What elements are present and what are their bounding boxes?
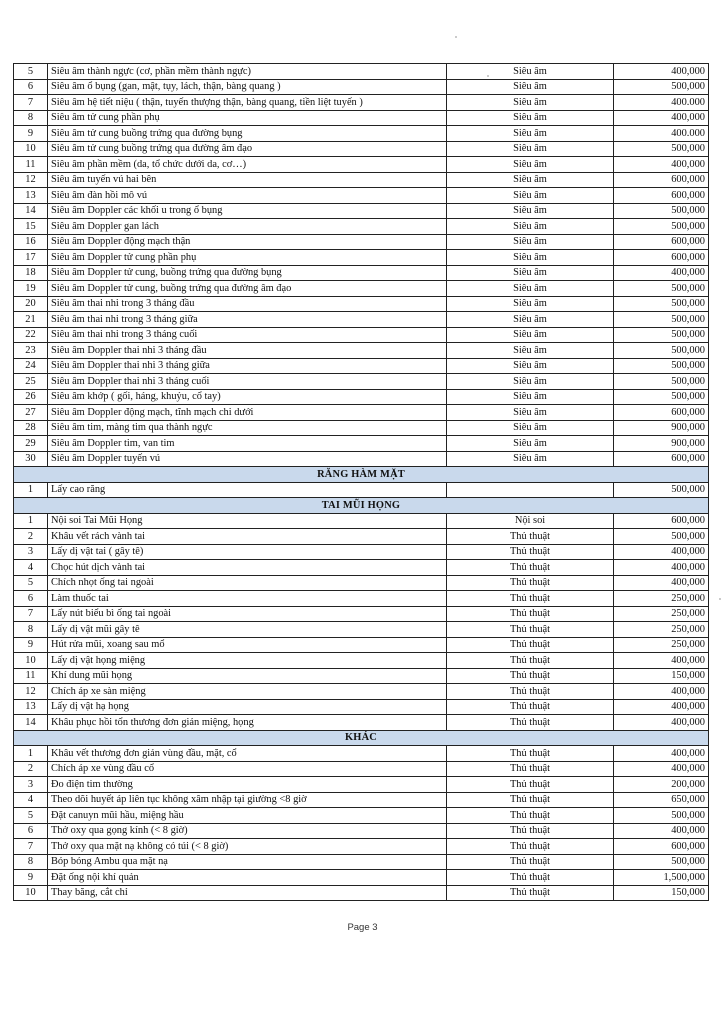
- price-cell: 500,000: [614, 281, 709, 297]
- service-type-cell: Siêu âm: [447, 219, 614, 235]
- service-type-cell: Siêu âm: [447, 327, 614, 343]
- price-cell: 400,000: [614, 761, 709, 777]
- row-number-cell: 10: [14, 141, 48, 157]
- service-name-cell: Thở oxy qua mặt nạ không có túi (< 8 giờ): [48, 839, 447, 855]
- table-row: [14, 157, 709, 173]
- table-row: [14, 203, 709, 219]
- table-row: [14, 436, 709, 452]
- service-type-cell: Siêu âm: [447, 420, 614, 436]
- service-name-cell: Siêu âm thành ngực (cơ, phần mềm thành ngực): [48, 64, 447, 80]
- table-row: [14, 854, 709, 870]
- table-row: [14, 126, 709, 142]
- row-number-cell: 9: [14, 870, 48, 886]
- price-cell: 400,000: [614, 653, 709, 669]
- price-cell: 500,000: [614, 79, 709, 95]
- price-cell: 600,000: [614, 513, 709, 529]
- row-number-cell: 20: [14, 296, 48, 312]
- row-number-cell: 13: [14, 699, 48, 715]
- table-row: [14, 405, 709, 421]
- service-type-cell: Thủ thuật: [447, 529, 614, 545]
- service-type-cell: Siêu âm: [447, 374, 614, 390]
- service-name-cell: Lấy dị vật hạ họng: [48, 699, 447, 715]
- row-number-cell: 12: [14, 172, 48, 188]
- service-type-cell: Thủ thuật: [447, 699, 614, 715]
- table-row: [14, 591, 709, 607]
- service-name-cell: Hút rửa mũi, xoang sau mổ: [48, 637, 447, 653]
- service-name-cell: Khâu vết rách vành tai: [48, 529, 447, 545]
- service-type-cell: Thủ thuật: [447, 808, 614, 824]
- price-cell: 500,000: [614, 808, 709, 824]
- table-row: [14, 653, 709, 669]
- section-heading: RĂNG HÀM MẶT: [14, 467, 709, 483]
- table-row: [14, 839, 709, 855]
- table-row: [14, 761, 709, 777]
- price-cell: 500,000: [614, 312, 709, 328]
- table-row: [14, 715, 709, 731]
- row-number-cell: 7: [14, 95, 48, 111]
- service-type-cell: Thủ thuật: [447, 885, 614, 901]
- service-type-cell: Thủ thuật: [447, 591, 614, 607]
- service-type-cell: Thủ thuật: [447, 870, 614, 886]
- service-name-cell: Làm thuốc tai: [48, 591, 447, 607]
- row-number-cell: 4: [14, 792, 48, 808]
- table-row: [14, 95, 709, 111]
- row-number-cell: 8: [14, 622, 48, 638]
- service-name-cell: Chọc hút dịch vành tai: [48, 560, 447, 576]
- service-name-cell: Siêu âm thai nhi trong 3 tháng cuối: [48, 327, 447, 343]
- row-number-cell: 5: [14, 575, 48, 591]
- price-cell: 150,000: [614, 885, 709, 901]
- table-row: [14, 64, 709, 80]
- price-cell: 600,000: [614, 839, 709, 855]
- row-number-cell: 5: [14, 64, 48, 80]
- table-row: [14, 250, 709, 266]
- table-row: [14, 374, 709, 390]
- price-cell: 600,000: [614, 250, 709, 266]
- section-header-row: [14, 730, 709, 746]
- service-type-cell: Siêu âm: [447, 157, 614, 173]
- price-cell: 400,000: [614, 110, 709, 126]
- service-name-cell: Chích áp xe vùng đầu cổ: [48, 761, 447, 777]
- row-number-cell: 18: [14, 265, 48, 281]
- row-number-cell: 11: [14, 157, 48, 173]
- service-name-cell: Siêu âm Doppler các khối u trong ổ bụng: [48, 203, 447, 219]
- service-name-cell: Lấy dị vật mũi gây tê: [48, 622, 447, 638]
- row-number-cell: 12: [14, 684, 48, 700]
- service-type-cell: Siêu âm: [447, 436, 614, 452]
- service-name-cell: Đo điện tim thường: [48, 777, 447, 793]
- row-number-cell: 7: [14, 606, 48, 622]
- price-cell: 400,000: [614, 544, 709, 560]
- section-heading: KHÁC: [14, 730, 709, 746]
- service-name-cell: Nội soi Tai Mũi Họng: [48, 513, 447, 529]
- price-cell: 400,000: [614, 157, 709, 173]
- table-row: [14, 529, 709, 545]
- table-row: [14, 668, 709, 684]
- table-row: [14, 281, 709, 297]
- table-row: [14, 606, 709, 622]
- row-number-cell: 6: [14, 823, 48, 839]
- service-name-cell: Siêu âm Doppler động mạch thận: [48, 234, 447, 250]
- service-type-cell: Siêu âm: [447, 405, 614, 421]
- service-type-cell: Siêu âm: [447, 296, 614, 312]
- service-name-cell: Siêu âm Doppler tim, van tim: [48, 436, 447, 452]
- price-cell: 150,000: [614, 668, 709, 684]
- row-number-cell: 17: [14, 250, 48, 266]
- table-row: [14, 792, 709, 808]
- service-name-cell: Lấy dị vật tai ( gây tê): [48, 544, 447, 560]
- service-name-cell: Siêu âm tử cung phần phụ: [48, 110, 447, 126]
- service-name-cell: Khâu phục hồi tổn thương đơn giản miệng, họng: [48, 715, 447, 731]
- table-row: [14, 808, 709, 824]
- service-type-cell: Nội soi: [447, 513, 614, 529]
- service-type-cell: Siêu âm: [447, 95, 614, 111]
- table-row: [14, 777, 709, 793]
- service-type-cell: Thủ thuật: [447, 746, 614, 762]
- service-type-cell: Siêu âm: [447, 389, 614, 405]
- service-type-cell: Thủ thuật: [447, 839, 614, 855]
- price-cell: 400,000: [614, 575, 709, 591]
- service-type-cell: Siêu âm: [447, 281, 614, 297]
- table-row: [14, 79, 709, 95]
- service-name-cell: Siêu âm khớp ( gối, háng, khuỷu, cổ tay): [48, 389, 447, 405]
- service-name-cell: Siêu âm Doppler tử cung, buồng trứng qua đường bụng: [48, 265, 447, 281]
- price-cell: 500,000: [614, 203, 709, 219]
- service-type-cell: Thủ thuật: [447, 854, 614, 870]
- row-number-cell: 11: [14, 668, 48, 684]
- service-name-cell: Đặt ống nội khí quản: [48, 870, 447, 886]
- row-number-cell: 3: [14, 777, 48, 793]
- service-name-cell: Siêu âm Doppler thai nhi 3 tháng giữa: [48, 358, 447, 374]
- row-number-cell: 21: [14, 312, 48, 328]
- service-name-cell: Lấy dị vật họng miệng: [48, 653, 447, 669]
- service-name-cell: Lấy nút biểu bì ống tai ngoài: [48, 606, 447, 622]
- table-row: [14, 513, 709, 529]
- price-cell: 250,000: [614, 606, 709, 622]
- price-cell: 650,000: [614, 792, 709, 808]
- table-row: [14, 637, 709, 653]
- row-number-cell: 2: [14, 761, 48, 777]
- price-cell: 500,000: [614, 529, 709, 545]
- table-row: [14, 234, 709, 250]
- table-row: [14, 141, 709, 157]
- table-row: [14, 823, 709, 839]
- row-number-cell: 10: [14, 653, 48, 669]
- table-row: [14, 110, 709, 126]
- section-header-row: [14, 467, 709, 483]
- row-number-cell: 16: [14, 234, 48, 250]
- service-type-cell: Thủ thuật: [447, 575, 614, 591]
- table-row: [14, 358, 709, 374]
- table-row: [14, 870, 709, 886]
- table-row: [14, 327, 709, 343]
- row-number-cell: 26: [14, 389, 48, 405]
- service-name-cell: Siêu âm tuyến vú hai bên: [48, 172, 447, 188]
- scan-speck: [719, 598, 721, 600]
- row-number-cell: 5: [14, 808, 48, 824]
- table-row: [14, 172, 709, 188]
- service-type-cell: Siêu âm: [447, 79, 614, 95]
- service-name-cell: Siêu âm ổ bụng (gan, mật, tụy, lách, thận, bàng quang ): [48, 79, 447, 95]
- price-cell: 600,000: [614, 188, 709, 204]
- service-type-cell: Siêu âm: [447, 250, 614, 266]
- scan-speck: [455, 36, 457, 38]
- price-cell: 400,000: [614, 64, 709, 80]
- service-name-cell: Siêu âm Doppler thai nhi 3 tháng đầu: [48, 343, 447, 359]
- row-number-cell: 2: [14, 529, 48, 545]
- table-row: [14, 343, 709, 359]
- service-name-cell: Siêu âm thai nhi trong 3 tháng giữa: [48, 312, 447, 328]
- price-cell: 400,000: [614, 684, 709, 700]
- price-cell: 600,000: [614, 172, 709, 188]
- row-number-cell: 13: [14, 188, 48, 204]
- service-type-cell: Thủ thuật: [447, 823, 614, 839]
- service-type-cell: Thủ thuật: [447, 637, 614, 653]
- table-row: [14, 560, 709, 576]
- table-row: [14, 451, 709, 467]
- service-name-cell: Khâu vết thương đơn giản vùng đầu, mặt, cổ: [48, 746, 447, 762]
- price-cell: 400.000: [614, 95, 709, 111]
- price-cell: 500,000: [614, 389, 709, 405]
- service-name-cell: Siêu âm đàn hồi mô vú: [48, 188, 447, 204]
- price-cell: 400,000: [614, 699, 709, 715]
- service-name-cell: Thay băng, cắt chỉ: [48, 885, 447, 901]
- price-cell: 400,000: [614, 715, 709, 731]
- service-type-cell: Thủ thuật: [447, 668, 614, 684]
- service-name-cell: Siêu âm Doppler thai nhi 3 tháng cuối: [48, 374, 447, 390]
- price-cell: 500,000: [614, 374, 709, 390]
- page-number: Page 3: [347, 922, 378, 933]
- row-number-cell: 24: [14, 358, 48, 374]
- price-cell: 1,500,000: [614, 870, 709, 886]
- service-type-cell: Siêu âm: [447, 312, 614, 328]
- row-number-cell: 14: [14, 203, 48, 219]
- table-row: [14, 622, 709, 638]
- service-name-cell: Siêu âm Doppler gan lách: [48, 219, 447, 235]
- row-number-cell: 1: [14, 513, 48, 529]
- service-name-cell: Bóp bóng Ambu qua mặt nạ: [48, 854, 447, 870]
- row-number-cell: 25: [14, 374, 48, 390]
- table-row: [14, 296, 709, 312]
- service-type-cell: Thủ thuật: [447, 684, 614, 700]
- price-cell: 500,000: [614, 219, 709, 235]
- row-number-cell: 29: [14, 436, 48, 452]
- row-number-cell: 23: [14, 343, 48, 359]
- row-number-cell: 27: [14, 405, 48, 421]
- price-cell: 600,000: [614, 451, 709, 467]
- table-row: [14, 482, 709, 498]
- service-type-cell: Thủ thuật: [447, 606, 614, 622]
- table-row: [14, 746, 709, 762]
- row-number-cell: 8: [14, 110, 48, 126]
- row-number-cell: 14: [14, 715, 48, 731]
- service-type-cell: Siêu âm: [447, 234, 614, 250]
- price-cell: 500,000: [614, 343, 709, 359]
- service-type-cell: Siêu âm: [447, 172, 614, 188]
- service-type-cell: Siêu âm: [447, 110, 614, 126]
- price-cell: 500,000: [614, 854, 709, 870]
- service-name-cell: Chích áp xe sàn miệng: [48, 684, 447, 700]
- price-cell: 400,000: [614, 560, 709, 576]
- price-cell: 400.000: [614, 126, 709, 142]
- price-cell: 500,000: [614, 296, 709, 312]
- table-row: [14, 265, 709, 281]
- price-cell: 600,000: [614, 234, 709, 250]
- row-number-cell: 8: [14, 854, 48, 870]
- price-cell: 400,000: [614, 265, 709, 281]
- service-type-cell: Siêu âm: [447, 141, 614, 157]
- service-name-cell: Lấy cao răng: [48, 482, 447, 498]
- service-name-cell: Siêu âm thai nhi trong 3 tháng đầu: [48, 296, 447, 312]
- table-row: [14, 188, 709, 204]
- section-heading: TAI MŨI HỌNG: [14, 498, 709, 514]
- service-type-cell: Thủ thuật: [447, 777, 614, 793]
- table-row: [14, 575, 709, 591]
- service-name-cell: Siêu âm phần mềm (da, tổ chức dưới da, cơ…): [48, 157, 447, 173]
- service-name-cell: Siêu âm Doppler tử cung, buồng trứng qua đường âm đạo: [48, 281, 447, 297]
- row-number-cell: 4: [14, 560, 48, 576]
- price-cell: 250,000: [614, 637, 709, 653]
- row-number-cell: 7: [14, 839, 48, 855]
- row-number-cell: 19: [14, 281, 48, 297]
- row-number-cell: 9: [14, 637, 48, 653]
- service-type-cell: Siêu âm: [447, 343, 614, 359]
- table-row: [14, 885, 709, 901]
- section-header-row: [14, 498, 709, 514]
- price-cell: 900,000: [614, 420, 709, 436]
- price-cell: 250,000: [614, 622, 709, 638]
- service-type-cell: Thủ thuật: [447, 792, 614, 808]
- table-row: [14, 389, 709, 405]
- service-name-cell: Siêu âm hệ tiết niệu ( thận, tuyến thượng thận, bàng quang, tiền liệt tuyến ): [48, 95, 447, 111]
- service-type-cell: Thủ thuật: [447, 622, 614, 638]
- service-name-cell: Siêu âm Doppler động mạch, tĩnh mạch chi dưới: [48, 405, 447, 421]
- table-row: [14, 219, 709, 235]
- table-row: [14, 699, 709, 715]
- row-number-cell: 6: [14, 79, 48, 95]
- service-type-cell: Thủ thuật: [447, 560, 614, 576]
- service-type-cell: Siêu âm: [447, 265, 614, 281]
- price-cell: 400,000: [614, 746, 709, 762]
- service-name-cell: Khí dung mũi họng: [48, 668, 447, 684]
- table-row: [14, 312, 709, 328]
- service-name-cell: Siêu âm tim, màng tim qua thành ngực: [48, 420, 447, 436]
- service-type-cell: Siêu âm: [447, 126, 614, 142]
- service-name-cell: Theo dõi huyết áp liên tục không xâm nhập tại giường <8 giờ: [48, 792, 447, 808]
- service-name-cell: Siêu âm Doppler tuyến vú: [48, 451, 447, 467]
- price-cell: 500,000: [614, 482, 709, 498]
- price-cell: 500,000: [614, 358, 709, 374]
- price-cell: 600,000: [614, 405, 709, 421]
- price-cell: 500,000: [614, 141, 709, 157]
- service-name-cell: Siêu âm tử cung buồng trứng qua đường bụng: [48, 126, 447, 142]
- service-type-cell: Siêu âm: [447, 203, 614, 219]
- service-name-cell: Đặt canuyn mũi hầu, miệng hầu: [48, 808, 447, 824]
- service-type-cell: Thủ thuật: [447, 715, 614, 731]
- service-type-cell: Thủ thuật: [447, 761, 614, 777]
- service-type-cell: Siêu âm: [447, 188, 614, 204]
- row-number-cell: 30: [14, 451, 48, 467]
- row-number-cell: 1: [14, 746, 48, 762]
- row-number-cell: 3: [14, 544, 48, 560]
- service-type-cell: [447, 482, 614, 498]
- table-row: [14, 684, 709, 700]
- price-cell: 400,000: [614, 823, 709, 839]
- service-name-cell: Siêu âm tử cung buồng trứng qua đường âm đạo: [48, 141, 447, 157]
- service-type-cell: Thủ thuật: [447, 544, 614, 560]
- row-number-cell: 6: [14, 591, 48, 607]
- price-cell: 250,000: [614, 591, 709, 607]
- service-type-cell: Siêu âm: [447, 64, 614, 80]
- service-type-cell: Siêu âm: [447, 451, 614, 467]
- service-type-cell: Siêu âm: [447, 358, 614, 374]
- service-name-cell: Siêu âm Doppler tử cung phần phụ: [48, 250, 447, 266]
- row-number-cell: 22: [14, 327, 48, 343]
- price-cell: 200,000: [614, 777, 709, 793]
- table-row: [14, 420, 709, 436]
- service-name-cell: Chích nhọt ống tai ngoài: [48, 575, 447, 591]
- price-table: [13, 63, 709, 901]
- row-number-cell: 9: [14, 126, 48, 142]
- price-cell: 900,000: [614, 436, 709, 452]
- row-number-cell: 15: [14, 219, 48, 235]
- service-type-cell: Thủ thuật: [447, 653, 614, 669]
- row-number-cell: 10: [14, 885, 48, 901]
- row-number-cell: 1: [14, 482, 48, 498]
- table-row: [14, 544, 709, 560]
- service-name-cell: Thở oxy qua gọng kính (< 8 giờ): [48, 823, 447, 839]
- price-cell: 500,000: [614, 327, 709, 343]
- row-number-cell: 28: [14, 420, 48, 436]
